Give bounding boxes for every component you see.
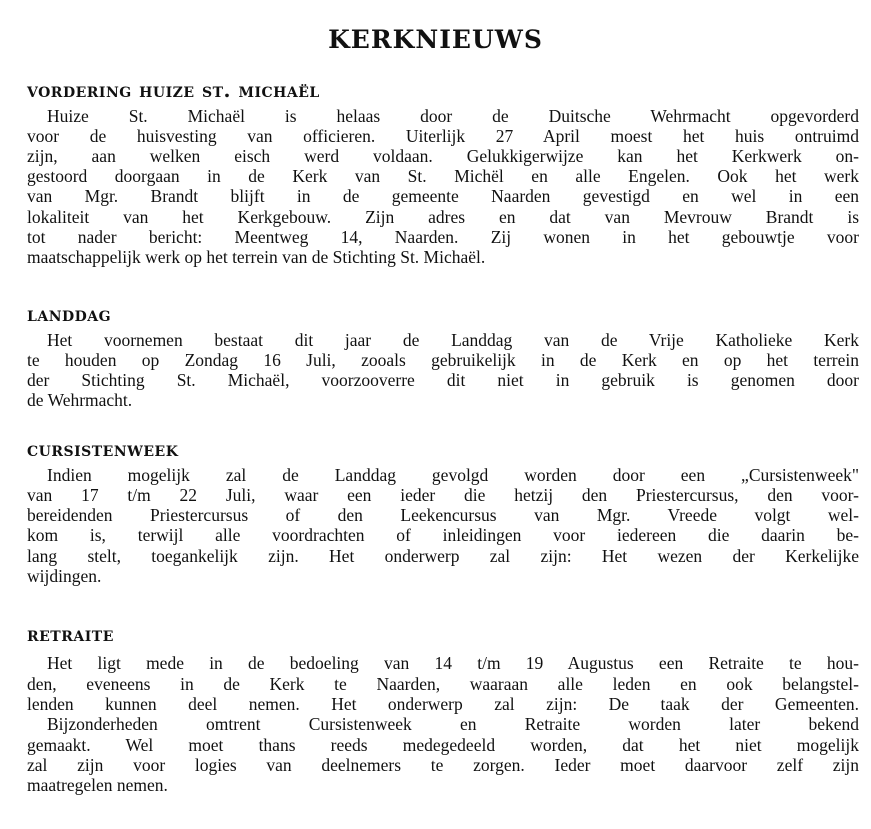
paragraph-line: zal zijn voor logies van deelnemers te zorgen. Ieder moet daarvoor zelf zijn	[27, 755, 859, 775]
section-heading-vordering: vordering huize st. michaël	[27, 78, 320, 102]
paragraph-line: lang stelt, toegankelijk zijn. Het onderwerp zal zijn: Het wezen der Kerkelijke	[27, 546, 859, 566]
paragraph-line: Huize St. Michaël is helaas door de Duitsche Wehrmacht opgevorderd	[47, 106, 859, 126]
paragraph-line: zijn, aan welken eisch werd voldaan. Gelukkigerwijze kan het Kerkwerk on-	[27, 146, 859, 166]
section-heading-cursistenweek: cursistenweek	[27, 437, 179, 461]
paragraph-line: bereidenden Priestercursus of den Leekencursus van Mgr. Vreede volgt wel-	[27, 505, 859, 525]
paragraph-line: kom is, terwijl alle voordrachten of inleidingen voor iedereen die daarin be-	[27, 525, 859, 545]
paragraph-line: Indien mogelijk zal de Landdag gevolgd worden door een „Cursistenweek"	[47, 465, 859, 485]
paragraph-line: van Mgr. Brandt blijft in de gemeente Naarden gevestigd en wel in een	[27, 186, 859, 206]
paragraph-line: maatschappelijk werk op het terrein van de Stichting St. Michaël.	[27, 247, 486, 267]
paragraph-line: te houden op Zondag 16 Juli, zooals gebruikelijk in de Kerk en op het terrein	[27, 350, 859, 370]
section-heading-retraite: retraite	[27, 622, 114, 646]
paragraph-line: tot nader bericht: Meentweg 14, Naarden. Zij wonen in het gebouwtje voor	[27, 227, 859, 247]
paragraph-line: maatregelen nemen.	[27, 775, 168, 795]
paragraph-line: gestoord doorgaan in de Kerk van St. Michël en alle Engelen. Ook het werk	[27, 166, 859, 186]
paragraph-line: wijdingen.	[27, 566, 102, 586]
paragraph-line: den, eveneens in de Kerk te Naarden, waaraan alle leden en ook belangstel-	[27, 674, 859, 694]
page-title: kerknieuws	[328, 15, 543, 57]
paragraph-line: gemaakt. Wel moet thans reeds medegedeeld worden, dat het niet mogelijk	[27, 735, 859, 755]
paragraph-line: Het ligt mede in de bedoeling van 14 t/m 19 Augustus een Retraite te hou-	[47, 653, 859, 673]
paragraph-line: voor de huisvesting van officieren. Uiterlijk 27 April moest het huis ontruimd	[27, 126, 859, 146]
paragraph-line: der Stichting St. Michaël, voorzooverre dit niet in gebruik is genomen door	[27, 370, 859, 390]
paragraph-line: de Wehrmacht.	[27, 390, 133, 410]
paragraph-line: van 17 t/m 22 Juli, waar een ieder die hetzij den Priestercursus, den voor-	[27, 485, 859, 505]
paragraph-line: Bijzonderheden omtrent Cursistenweek en Retraite worden later bekend	[47, 714, 859, 734]
paragraph-line: lenden kunnen deel nemen. Het onderwerp zal zijn: De taak der Gemeenten.	[27, 694, 859, 714]
paragraph-line: Het voornemen bestaat dit jaar de Landdag van de Vrije Katholieke Kerk	[47, 330, 859, 350]
section-heading-landdag: landdag	[27, 302, 112, 326]
paragraph-line: lokaliteit van het Kerkgebouw. Zijn adres en dat van Mevrouw Brandt is	[27, 207, 859, 227]
